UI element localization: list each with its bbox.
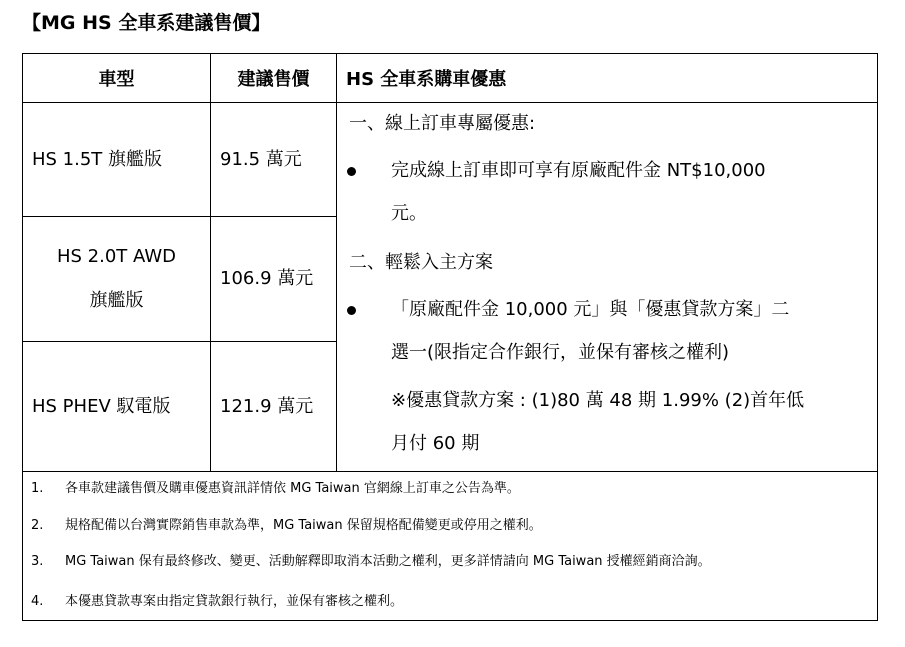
promo-section2-bullet-line2: 選一(限指定合作銀行，並保有審核之權利) [391,342,730,363]
price-value: 121.9 萬元 [220,395,314,417]
col-divider-2 [336,54,337,471]
table-row-3-model [23,342,210,471]
promo-section2-bullet-line1: 「原廠配件金 10,000 元」與「優惠貸款方案」二 [391,299,790,320]
note-text: 本優惠貸款專案由指定貸款銀行執行，並保有審核之權利。 [65,594,404,609]
price-value: 91.5 萬元 [220,148,302,170]
bullet-dot-2 [347,306,356,315]
table-row-2-price [211,217,336,341]
model-name-line1: HS 2.0T AWD [56,246,176,267]
promo-section1-title: 一、線上訂車專屬優惠: [349,113,536,134]
note-text: MG Taiwan 保有最終修改、變更、活動解釋即取消本活動之權利，更多詳情請向 MG Taiwan 授權經銷商洽詢。 [65,554,711,569]
promo-section1-bullet-line2: 元。 [391,203,427,224]
note-number: 2. [31,518,44,533]
note-number: 3. [31,554,44,569]
header-price [211,54,336,102]
model-name: HS 1.5T 旗艦版 [32,148,163,170]
notes-divider [23,471,877,472]
price-value: 106.9 萬元 [220,268,314,289]
note-text: 規格配備以台灣實際銷售車款為準，MG Taiwan 保留規格配備變更或停用之權利。 [65,518,542,533]
table-row-1-price [211,103,336,216]
note-text: 各車款建議售價及購車優惠資訊詳情依 MG Taiwan 官網線上訂車之公告為準。 [65,481,520,496]
page-title: 【MG HS 全車系建議售價】 [22,12,271,34]
promo-section1-bullet-line1: 完成線上訂車即可享有原廠配件金 NT$10,000 [391,160,766,181]
model-name: HS PHEV 馭電版 [32,395,171,417]
header-model-label: 車型 [98,69,135,90]
header-price-label: 建議售價 [237,69,310,90]
price-table [22,53,878,621]
promo-section2-note-line2: 月付 60 期 [391,433,480,454]
promo-section2-note-line1: ※優惠貸款方案 : (1)80 萬 48 期 1.99% (2)首年低 [391,390,805,411]
header-promo-label: HS 全車系購車優惠 [346,69,507,90]
table-row-1-model [23,103,210,216]
model-name-line2: 旗艦版 [89,290,144,311]
note-number: 4. [31,594,44,609]
table-row-2-model [23,217,210,341]
note-number: 1. [31,481,44,496]
promo-section2-title: 二、輕鬆入主方案 [349,252,493,273]
header-model [23,54,210,102]
table-row-3-price [211,342,336,471]
bullet-dot-1 [347,167,356,176]
header-promo [337,54,877,102]
